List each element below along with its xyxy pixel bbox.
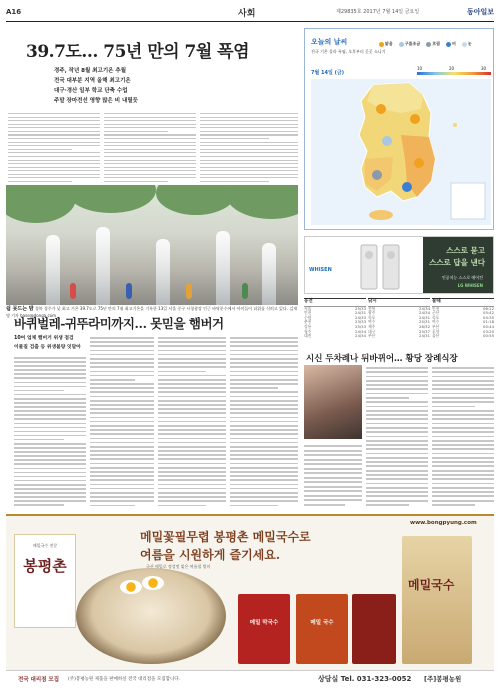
weather-subtitle: 전국 기온 올라 폭염, 오후부터 곳곳 소나기: [311, 49, 386, 54]
info-table: 동전 서울 25/33 인천 24/31 수원 24/33 춘천 23/33 강릉 25/33 청주 24/34 대전 24/34: [304, 298, 366, 348]
ad-headline-1: 메밀꽃필무렵 봉평촌 메밀국수로: [140, 530, 311, 544]
sun-icon: [410, 114, 420, 124]
table-row: 부산 00:44: [432, 323, 494, 329]
body-text-column: [158, 336, 226, 506]
egg-image: [120, 580, 142, 594]
table-row: 포항 03:20: [432, 328, 494, 334]
info-table: 물때 인천 06:12 군산 05:42 목포 04:35 여수 01:18 부산 00:44 포항 03:20 울산 00:55: [432, 298, 494, 348]
subhead: 대구·경산 일부 학교 단축 수업: [54, 88, 128, 94]
body-text-column: [432, 366, 494, 506]
sun-icon: [414, 158, 424, 168]
ad-footer: [6, 670, 494, 686]
partly-cloudy-icon: [382, 136, 392, 146]
table-row: 서울 25/33: [304, 305, 366, 311]
body-text-column: [14, 356, 86, 506]
body-text-column: [90, 336, 154, 506]
weather-date: 7월 14일 (금): [311, 70, 344, 76]
ad-company: [주]봉평농원: [424, 675, 462, 683]
table-row: 제주 26/32: [368, 323, 430, 329]
korea-weather-map: [311, 79, 491, 225]
table-row: 목포 24/31: [368, 314, 430, 320]
table-row: 여수 01:18: [432, 319, 494, 325]
ad-url: www.bongpyung.com: [410, 520, 477, 526]
product-package: [352, 594, 396, 664]
masthead: 동아일보: [466, 7, 494, 16]
ad-phone: 상담실 Tel. 031-323-0052: [318, 675, 412, 683]
table-row: 목포 04:35: [432, 314, 494, 320]
caption-title: 쉼 못드는 밤: [6, 306, 34, 312]
table-row: 군산 05:42: [432, 310, 494, 316]
main-subheads: [54, 66, 274, 106]
body-text-column: [366, 366, 428, 506]
table-row: 광주 24/34: [368, 310, 430, 316]
table-row: 울산 00:55: [432, 333, 494, 339]
partly-cloudy-icon: [399, 42, 404, 47]
logo-caption: 메밀국수 전문: [32, 543, 58, 548]
subhead: 경주, 작년 8월 최고기온 추월: [54, 68, 127, 74]
page-header: [6, 6, 494, 20]
table-row: 인천 24/31: [304, 310, 366, 316]
body-text-column: [104, 112, 196, 182]
body-text-column: [230, 336, 298, 506]
ad-tagline: 인공지능 스스로 에어컨: [441, 275, 483, 280]
cloud-icon: [372, 170, 382, 180]
header-rule: [6, 21, 494, 22]
aircon-illustration: [353, 241, 413, 291]
table-row: 부산 24/31: [368, 333, 430, 339]
sun-icon: [376, 104, 386, 114]
table-row: 수원 24/33: [304, 314, 366, 320]
info-tables: [304, 298, 494, 348]
ad-maker: LG WHISEN: [457, 283, 483, 288]
second-subheads: [14, 335, 86, 352]
subhead: 주말 장마전선 영향 많은 비 내릴듯: [54, 98, 138, 104]
egg-image: [142, 576, 164, 590]
table-row: 대전 24/34: [304, 333, 366, 339]
sun-icon: [379, 42, 384, 47]
subhead: 10여 업체 햄버거 위생 점검: [14, 336, 74, 341]
section-name: 사회: [238, 9, 256, 19]
ad-footer-text: (주)봉평농원 제품을 판매하실 전국 대리점을 모집합니다.: [68, 677, 181, 682]
ad-footer-title: 전국 대리점 모집: [18, 677, 60, 683]
table-row: 강릉 25/33: [304, 323, 366, 329]
subhead: 전국 대부분 지역 올해 최고기온: [54, 78, 131, 84]
info-table: 낚시 전북 24/34 광주 24/34 목포 24/31 여수 25/31 제주 26/32 대구 25/37 부산 24/31: [368, 298, 430, 348]
news-photo: [6, 185, 298, 305]
caption-text: 경북 경주가 낮 최고 기온 39.7도로 75년 만의 7월 최고기온을 기록한 13일 서울 중구 시청광장 인근 바닥분수에서 아이들이 더위를 식히고 있다.: [34, 306, 289, 311]
issue-info: 제29835호 2017년 7월 14일 금요일: [336, 9, 420, 15]
body-text-column: [200, 112, 298, 182]
snow-icon: [462, 42, 467, 47]
page-number: A16: [6, 8, 22, 16]
table-row: 여수 25/31: [368, 319, 430, 325]
cloud-icon: [426, 42, 431, 47]
table-row: 전북 24/34: [368, 305, 430, 311]
second-headline: 바퀴벌레-귀뚜라미까지… 못믿을 햄버거: [14, 316, 224, 331]
weather-title: 오늘의 날씨: [311, 38, 348, 46]
table-row: 춘천 23/33: [304, 319, 366, 325]
product-package: 메밀 막국수: [238, 594, 290, 664]
body-text-column: [8, 112, 100, 182]
logo-name: 봉평촌: [23, 557, 67, 575]
table-row: 대구 25/37: [368, 328, 430, 334]
table-row: 인천 06:12: [432, 305, 494, 311]
main-headline: 39.7도… 75년 만의 7월 폭염: [26, 42, 250, 62]
ad-line-2: 스스로 답을 낸다: [429, 258, 485, 267]
noodle-ad: [6, 514, 494, 686]
portrait-photo: [304, 365, 362, 439]
product-box: 메밀국수: [402, 536, 472, 664]
weather-legend: 맑음 구름조금 흐림 비 눈: [379, 41, 472, 47]
product-package: 메밀 국수: [296, 594, 348, 664]
third-headline: 시신 두차례나 뒤바뀌어… 황당 장례식장: [306, 354, 458, 364]
ad-line-1: 스스로 묻고: [446, 246, 485, 255]
ad-logo: [14, 534, 76, 628]
body-text-column: [304, 444, 362, 506]
aircon-ad: [304, 236, 494, 294]
table-row: 청주 24/34: [304, 328, 366, 334]
ad-tagline: 국산 메밀로 정성껏 빚은 여름철 별미: [146, 564, 211, 569]
weather-box: [304, 28, 494, 230]
photo-credit: 김재명 기자 base@donga.com: [6, 306, 298, 318]
subhead: 이물질 검출 등 위생불량 잇달아: [14, 344, 81, 350]
temperature-scale: 10 20 30: [417, 67, 491, 74]
ad-headline-2: 여름을 시원하게 즐기세요.: [140, 548, 281, 562]
rain-icon: [402, 182, 412, 192]
ad-brand: WHISEN: [309, 267, 332, 273]
rain-icon: [446, 42, 451, 47]
